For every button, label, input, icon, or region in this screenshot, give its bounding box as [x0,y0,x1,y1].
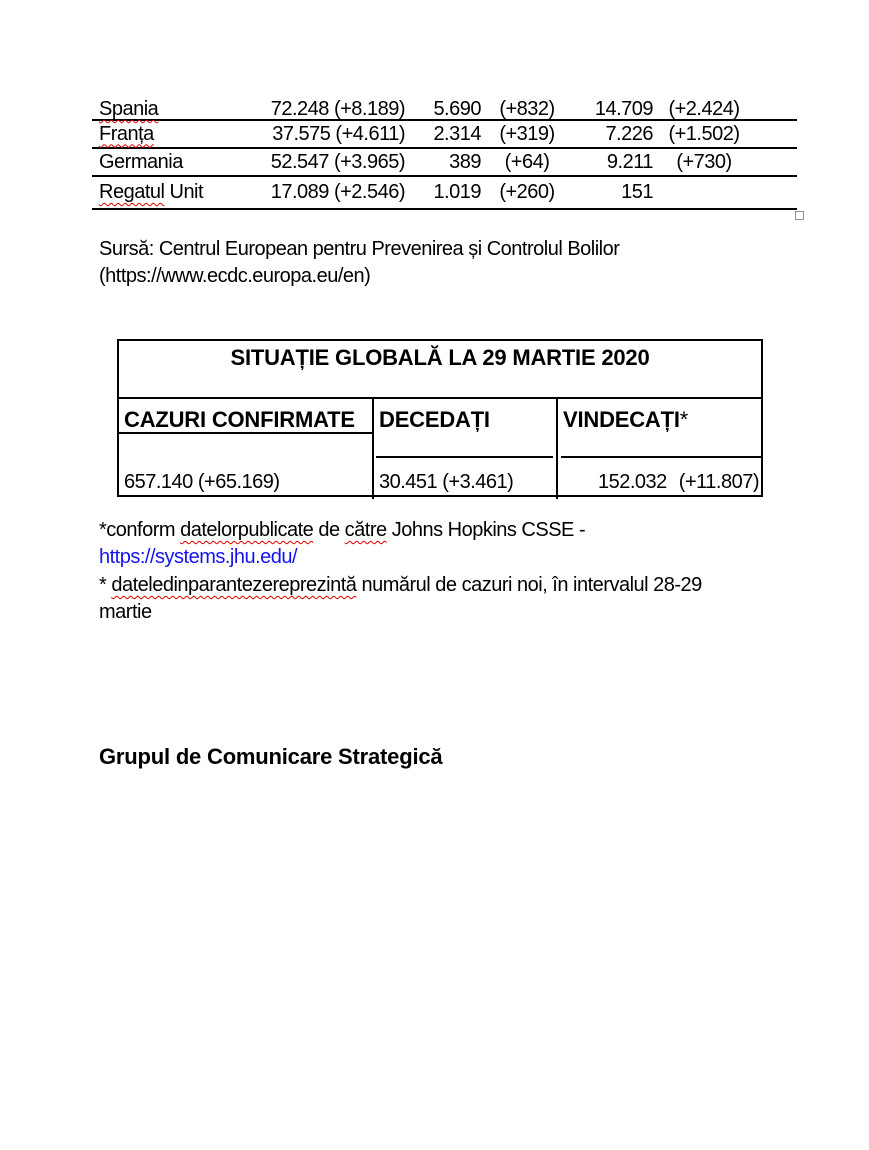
misspelled-word: către [344,519,387,541]
column-header-recovered [563,407,688,433]
footnote-text: de [313,519,345,541]
table-columns [119,399,761,499]
footnote-line-4: martie [99,601,152,624]
confirmed-cell: 72.248 (+8.189) [270,98,405,120]
header-text: DECEDAȚI [379,407,490,432]
confirmed-cell: 52.547 (+3.965) [270,150,405,173]
deaths-value: 30.451 (+3.461) [379,471,514,493]
table-row [92,177,797,210]
table-row [92,149,797,177]
deaths-new-cell: (+260) [499,181,555,203]
header-text: VINDECAȚI [563,407,680,432]
confirmed-column [119,399,374,499]
column-header-confirmed [124,407,355,433]
misspelled-word: Spania [99,98,159,120]
confirmed-cell: 37.575 (+4.611) [272,122,405,145]
header-text: CAZURI CONFIRMATE [124,407,355,432]
recovered-value: 152.032 (+11.807) [597,471,759,493]
footnote-text: numărul de cazuri noi, în intervalul 28-29 [356,573,702,596]
header-underline [119,432,372,434]
country-cell: Germania [99,150,183,173]
table-resize-handle[interactable] [795,211,804,220]
table-row [92,98,797,121]
deaths-new-cell: (+319) [499,122,555,145]
source-paragraph [99,236,799,290]
footnotes [99,517,839,627]
deaths-new-cell: (+64) [504,150,550,173]
global-situation-table [117,339,763,497]
confirmed-value: 657.140 (+65.169) [124,471,280,493]
misspelled-word: dateledinparantezereprezintă [111,573,357,596]
country-cell [92,181,242,204]
footnote-line-3 [99,572,839,599]
recovered-new-cell: (+730) [676,150,732,173]
table-title: SITUAȚIE GLOBALĂ LA 29 MARTIE 2020 [119,341,761,399]
deaths-cell: 1.019 [433,181,481,203]
country-stats-table [92,98,797,210]
deaths-cell: 389 [449,150,481,173]
country-cell [92,123,242,146]
signature: Grupul de Comunicare Strategică [99,744,443,769]
table-row [92,121,797,149]
header-suffix: * [679,407,689,432]
jhu-link[interactable]: https://systems.jhu.edu/ [99,546,298,569]
country-word: Unit [164,181,204,203]
deaths-cell: 2.314 [433,122,481,145]
deaths-column [374,399,558,499]
misspelled-word: Franța [99,122,154,145]
recovered-cell: 151 [621,181,653,203]
source-line-2: (https://www.ecdc.europa.eu/en) [99,265,371,287]
recovered-new-cell: (+1.502) [668,122,740,145]
source-line-1: Sursă: Centrul European pentru Prevenirea și Controlul Bolilor [99,238,620,260]
recovered-cell: 7.226 [605,122,653,145]
header-underline [376,456,553,458]
misspelled-word: Regatul [99,181,165,203]
footnote-text: * [99,573,112,596]
deaths-cell: 5.690 [433,98,481,120]
recovered-cell: 9.211 [606,150,653,173]
misspelled-word: datelorpublicate [180,519,314,541]
recovered-cell: 14.709 [594,98,653,120]
recovered-column [558,399,761,499]
country-cell [92,98,242,121]
footnote-text: *conform [99,519,181,541]
column-header-deaths [379,407,490,433]
deaths-new-cell: (+832) [499,98,555,120]
recovered-new-cell: (+2.424) [668,98,740,120]
footnote-line-1 [99,517,839,544]
header-underline [561,456,761,458]
footnote-text: Johns Hopkins CSSE - [386,519,586,541]
confirmed-cell: 17.089 (+2.546) [270,181,405,203]
footnote-line-2 [99,544,839,571]
